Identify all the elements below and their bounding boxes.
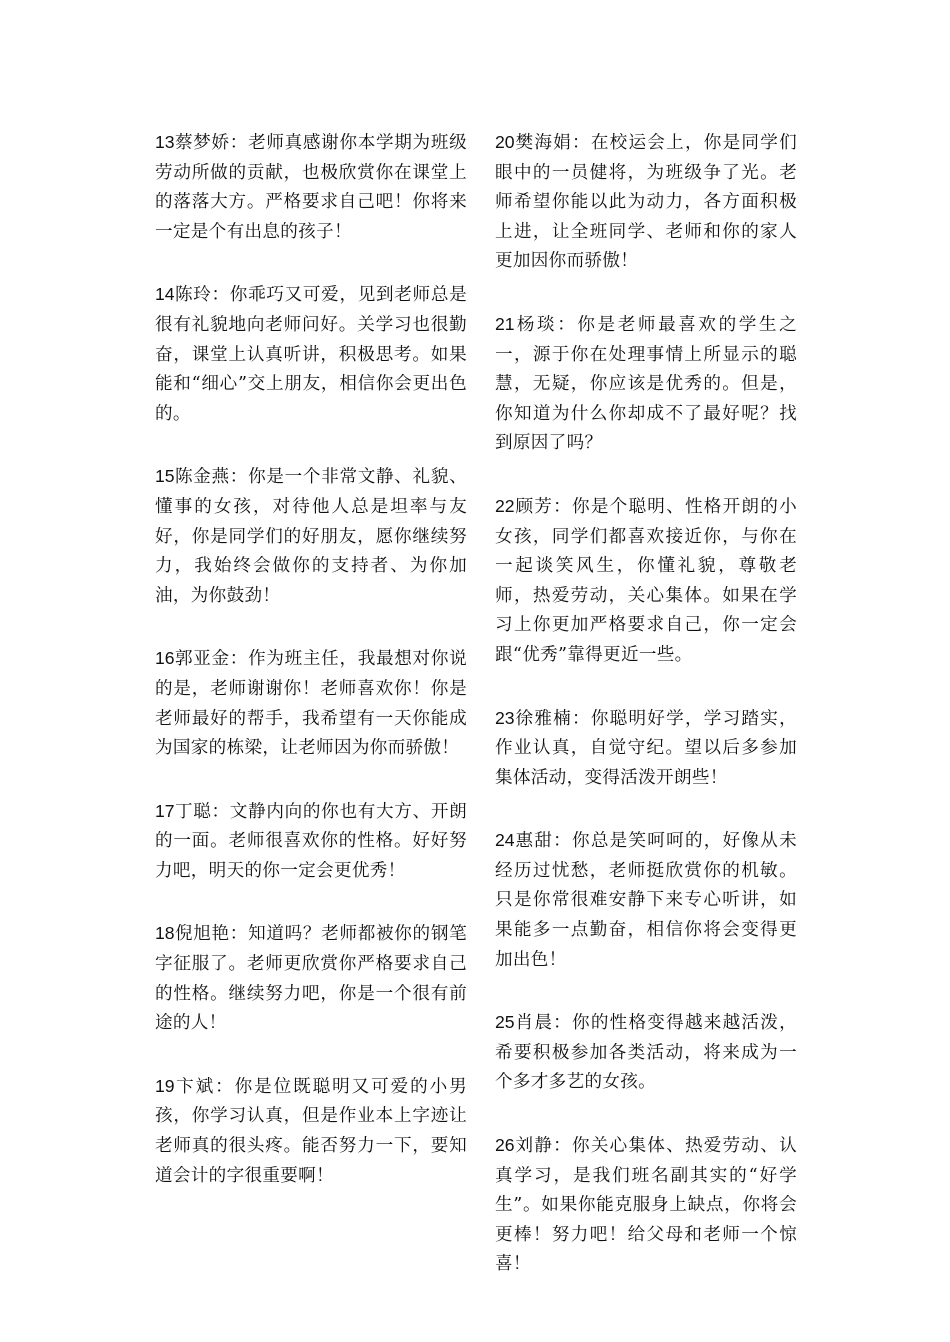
entry-number: 23 xyxy=(495,707,515,728)
entry-number: 22 xyxy=(495,495,515,516)
comment-entry-18 xyxy=(155,919,467,1038)
left-column xyxy=(155,128,470,1224)
entry-text: 郭亚金：作为班主任，我最想对你说的是，老师谢谢你！老师喜欢你！你是老师最好的帮手，我希望有一天你能成为国家的栋梁，让老师因为你而骄傲！ xyxy=(155,649,467,759)
comment-entry-17 xyxy=(155,797,467,887)
comment-entry-15 xyxy=(155,462,467,611)
comment-entry-19 xyxy=(155,1072,467,1191)
entry-number: 24 xyxy=(495,830,515,851)
entry-number: 21 xyxy=(495,313,515,334)
entry-text: 丁聪：文静内向的你也有大方、开朗的一面。老师很喜欢你的性格。好好努力吧，明天的你一定会更优秀！ xyxy=(155,801,467,881)
entry-text: 倪旭艳：知道吗？老师都被你的钢笔字征服了。老师更欣赏你严格要求自己的性格。继续努力吧，你是一个很有前途的人！ xyxy=(155,924,467,1034)
entry-number: 17 xyxy=(155,800,175,821)
comment-entry-16 xyxy=(155,644,467,763)
comment-entry-13 xyxy=(155,128,467,247)
comment-entry-20 xyxy=(495,128,797,277)
comment-entry-25 xyxy=(495,1008,797,1098)
comment-entry-26 xyxy=(495,1131,797,1280)
entry-text: 卞斌：你是位既聪明又可爱的小男孩，你学习认真，但是作业本上字迹让老师真的很头疼。能否努力一下，要知道会计的字很重要啊！ xyxy=(155,1076,467,1186)
entry-number: 20 xyxy=(495,132,515,152)
entry-number: 13 xyxy=(155,132,175,152)
comment-entry-23 xyxy=(495,704,797,794)
comment-entry-14 xyxy=(155,280,467,429)
entry-text: 陈金燕：你是一个非常文静、礼貌、懂事的女孩，对待他人总是坦率与友好，你是同学们的好朋友，愿你继续努力，我始终会做你的支持者、为你加油，为你鼓劲！ xyxy=(155,467,467,606)
entry-number: 14 xyxy=(155,284,175,305)
entry-text: 肖晨：你的性格变得越来越活泼，希要积极参加各类活动，将来成为一个多才多艺的女孩。 xyxy=(495,1013,797,1093)
comment-entry-21 xyxy=(495,310,797,459)
entry-text: 惠甜：你总是笑呵呵的，好像从未经历过忧愁，老师挺欣赏你的机敏。只是你常很难安静下来专心听讲，如果能多一点勤奋，相信你将会变得更加出色！ xyxy=(495,831,797,970)
entry-text: 顾芳：你是个聪明、性格开朗的小女孩，同学们都喜欢接近你，与你在一起谈笑风生，你懂礼貌，尊敬老师，热爱劳动，关心集体。如果在学习上你更加严格要求自己，你一定会跟“优秀”靠得更近一些。 xyxy=(495,496,797,665)
right-column xyxy=(495,128,800,1313)
entry-number: 15 xyxy=(155,466,175,487)
comment-entry-22 xyxy=(495,492,797,671)
entry-text: 蔡梦娇：老师真感谢你本学期为班级劳动所做的贡献，也极欣赏你在课堂上的落落大方。严格要求自己吧！你将来一定是个有出息的孩子！ xyxy=(155,133,467,242)
entry-text: 刘静：你关心集体、热爱劳动、认真学习，是我们班名副其实的“好学生”。如果你能克服身上缺点，你将会更棒！努力吧！给父母和老师一个惊喜！ xyxy=(495,1136,797,1275)
comment-entry-24 xyxy=(495,826,797,975)
entry-number: 19 xyxy=(155,1075,175,1096)
entry-text: 樊海娟：在校运会上，你是同学们眼中的一员健将，为班级争了光。老师希望你能以此为动力，各方面积极上进，让全班同学、老师和你的家人更加因你而骄傲！ xyxy=(495,133,797,272)
entry-text: 徐雅楠：你聪明好学，学习踏实，作业认真，自觉守纪。望以后多参加集体活动，变得活泼开朗些！ xyxy=(495,708,797,788)
entry-text: 陈玲：你乖巧又可爱，见到老师总是很有礼貌地向老师问好。关学习也很勤奋，课堂上认真听讲，积极思考。如果能和“细心”交上朋友，相信你会更出色的。 xyxy=(155,285,467,424)
entry-number: 25 xyxy=(495,1012,515,1033)
entry-number: 18 xyxy=(155,923,175,944)
entry-text: 杨琰：你是老师最喜欢的学生之一，源于你在处理事情上所显示的聪慧，无疑，你应该是优秀的。但是，你知道为什么你却成不了最好呢？找到原因了吗？ xyxy=(495,314,797,454)
entry-number: 16 xyxy=(155,648,175,669)
entry-number: 26 xyxy=(495,1135,515,1156)
